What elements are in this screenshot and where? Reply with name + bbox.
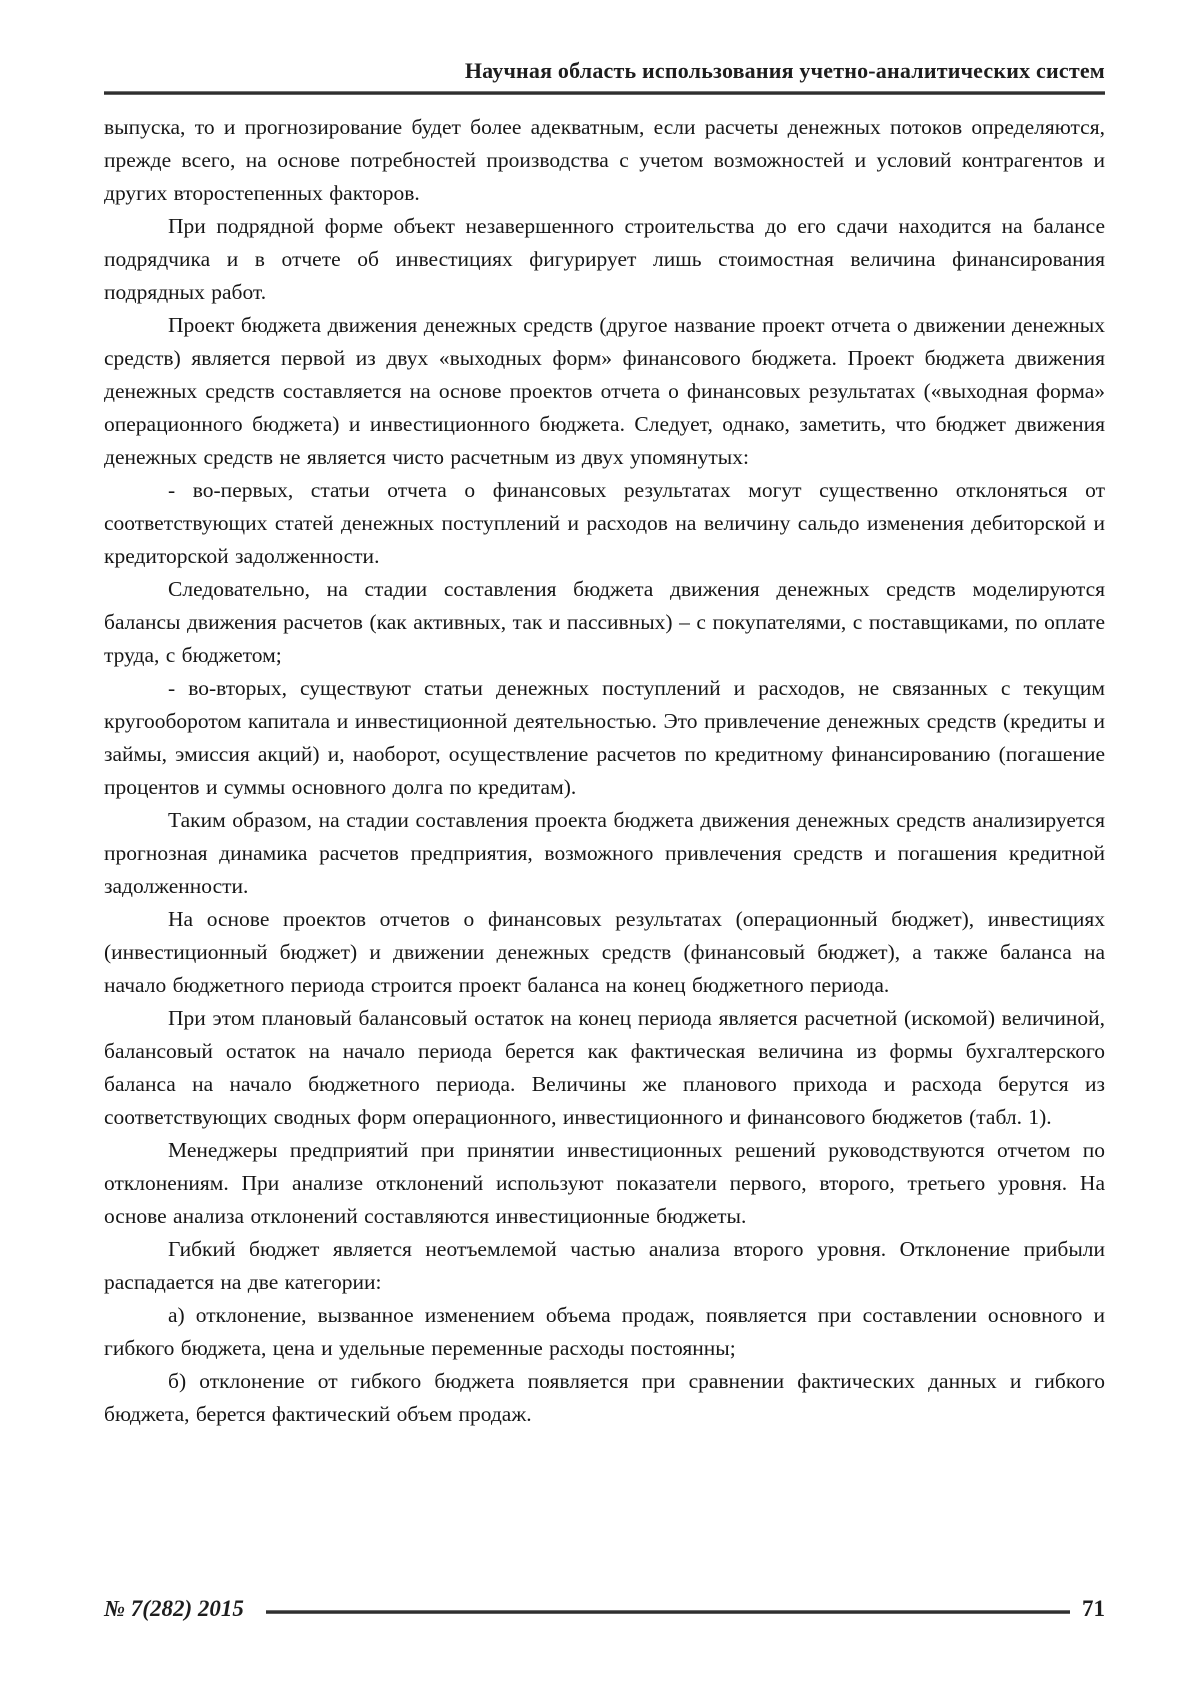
body-paragraph: Следовательно, на стадии составления бюджета движения денежных средств моделируются балансы движения расчетов (как активных, так и пассивных) – с покупателями, с поставщиками, по оплате труда, с бюджетом; — [104, 577, 1105, 667]
body-paragraph: - во-первых, статьи отчета о финансовых результатах могут существенно отклоняться от соответствующих статей денежных поступлений и расходов на величину сальдо изменения дебиторской и кредиторской задолженности. — [104, 478, 1105, 568]
journal-issue-label: № 7(282) 2015 — [104, 1596, 244, 1621]
body-paragraph: При подрядной форме объект незавершенного строительства до его сдачи находится на балансе подрядчика и в отчете об инвестициях фигурирует лишь стоимостная величина финансирования подрядных работ. — [104, 214, 1105, 304]
body-paragraph: а) отклонение, вызванное изменением объема продаж, появляется при составлении основного и гибкого бюджета, цена и удельные переменные расходы постоянны; — [104, 1303, 1105, 1360]
body-paragraph: Таким образом, на стадии составления проекта бюджета движения денежных средств анализируется прогнозная динамика расчетов предприятия, возможного привлечения средств и погашения кредитной задолженности. — [104, 808, 1105, 898]
header-rule — [104, 91, 1105, 95]
body-paragraph: выпуска, то и прогнозирование будет более адекватным, если расчеты денежных потоков определяются, прежде всего, на основе потребностей производства с учетом возможностей и условий контрагентов и других второстепенных факторов. — [104, 115, 1105, 205]
running-header — [104, 0, 1105, 95]
body-paragraph: Менеджеры предприятий при принятии инвестиционных решений руководствуются отчетом по отклонениям. При анализе отклонений используют показатели первого, второго, третьего уровня. На основе анализа отклонений составляются инвестиционные бюджеты. — [104, 1138, 1105, 1228]
running-header-title: Научная область использования учетно-аналитических систем — [464, 58, 1105, 83]
footer-rule — [266, 1610, 1070, 1614]
body-paragraph: Проект бюджета движения денежных средств (другое название проект отчета о движении денежных средств) является первой из двух «выходных форм» финансового бюджета. Проект бюджета движения денежных средств составляется на основе проектов отчета о финансовых результатах («выходная форма» операционного бюджета) и инвестиционного бюджета. Следует, однако, заметить, что бюджет движения денежных средств не является чисто расчетным из двух упомянутых: — [104, 313, 1105, 469]
body-paragraph: При этом плановый балансовый остаток на конец периода является расчетной (искомой) величиной, балансовый остаток на начало периода берется как фактическая величина из формы бухгалтерского баланса на начало бюджетного периода. Величины же планового прихода и расхода берутся из соответствующих сводных форм операционного, инвестиционного и финансового бюджетов (табл. 1). — [104, 1006, 1105, 1129]
article-body — [104, 111, 1105, 1431]
body-paragraph: Гибкий бюджет является неотъемлемой частью анализа второго уровня. Отклонение прибыли распадается на две категории: — [104, 1237, 1105, 1294]
body-paragraph: - во-вторых, существуют статьи денежных поступлений и расходов, не связанных с текущим кругооборотом капитала и инвестиционной деятельностью. Это привлечение денежных средств (кредиты и займы, эмиссия акций) и, наоборот, осуществление расчетов по кредитному финансированию (погашение процентов и суммы основного долга по кредитам). — [104, 676, 1105, 799]
body-paragraph: б) отклонение от гибкого бюджета появляется при сравнении фактических данных и гибкого бюджета, берется фактический объем продаж. — [104, 1369, 1105, 1426]
body-paragraph: На основе проектов отчетов о финансовых результатах (операционный бюджет), инвестициях (инвестиционный бюджет) и движении денежных средств (финансовый бюджет), а также баланса на начало бюджетного периода строится проект баланса на конец бюджетного периода. — [104, 907, 1105, 997]
page-footer — [104, 1594, 1105, 1624]
page-number: 71 — [1082, 1596, 1105, 1621]
document-page — [104, 0, 1105, 1698]
